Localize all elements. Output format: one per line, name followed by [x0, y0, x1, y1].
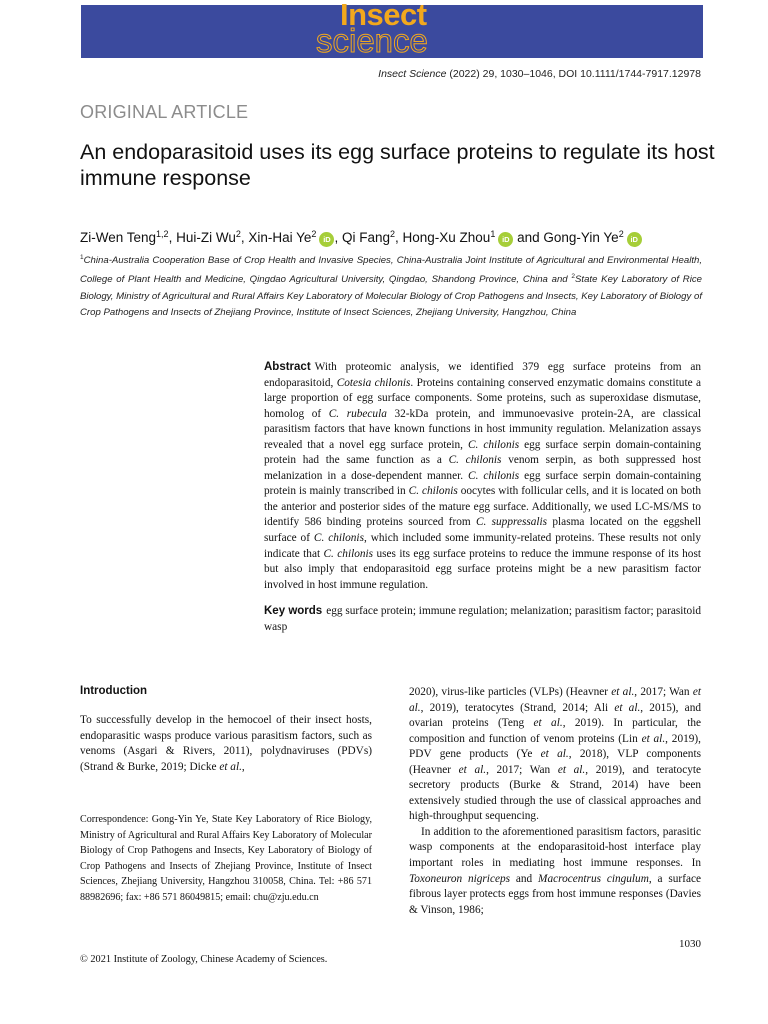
italic-term: et al. — [611, 686, 635, 698]
italic-term: et al. — [219, 760, 242, 773]
text-run: , which included some immunity-related proteins. These results not only indicate that — [264, 532, 702, 560]
italic-term: et al. — [533, 717, 563, 730]
text-run: , 2017; Wan — [634, 686, 693, 698]
author-affil-marker: 2 — [389, 229, 395, 239]
text-run: , 2019). In particular, the composition and function of venom proteins (Lin — [409, 717, 701, 745]
italic-term: C. chilonis — [468, 469, 520, 482]
affiliations — [80, 250, 702, 321]
body-column-left — [80, 685, 372, 775]
italic-term: C. rubecula — [328, 407, 387, 420]
author — [342, 230, 395, 245]
italic-term: et al. — [557, 763, 586, 776]
author-name: Qi Fang — [341, 230, 390, 245]
copyright-notice: © 2021 Institute of Zoology, Chinese Academy of Sciences. — [80, 954, 328, 965]
author-name: Gong-Yin Ye — [543, 230, 619, 245]
text-run: , 2015), and ovarian proteins (Teng — [409, 701, 701, 730]
text-run: . Proteins containing conserved enzymatic domains constitute a large proportion of egg surface components. Some proteins, such as superoxidase dismutase, homolog of — [264, 376, 701, 420]
text-run: , 2017; Wan — [486, 763, 558, 776]
citation-details: (2022) 29, 1030–1046, DOI 10.1111/1744-7917.12978 — [446, 68, 701, 80]
author — [543, 230, 641, 245]
italic-term: C. chilonis — [448, 454, 502, 467]
text-run: , a surface fibrous layer protects eggs from host immune responses (Davies & Vinson, 1986; — [409, 872, 701, 916]
citation-journal: Insect Science — [378, 68, 447, 80]
italic-term: Toxoneuron nigriceps — [409, 872, 511, 885]
journal-logo[interactable] — [316, 0, 476, 59]
text-run: , 2018), VLP components (Heavner — [409, 748, 701, 776]
article-title: An endoparasitoid uses its egg surface proteins to regulate its host immune response — [80, 140, 715, 190]
text-run: With proteomic analysis, we identified 379 egg surface proteins from an endoparasitoid, — [264, 361, 701, 389]
author — [80, 230, 169, 245]
italic-term: C. chilonis — [313, 532, 364, 545]
text-run: egg surface serpin domain-containing protein is mainly transcribed in — [264, 469, 701, 498]
abstract — [264, 360, 701, 593]
italic-term: Macrocentrus cingulum — [538, 872, 649, 885]
logo-word-top: Insect — [340, 0, 427, 32]
affil-marker-2: 2 — [571, 273, 576, 281]
text-run: , 2019), teratocytes (Strand, 2014; Ali — [420, 701, 615, 714]
text-run: plasma located on the eggshell surface of — [264, 516, 701, 545]
italic-term: C. chilonis — [468, 438, 520, 451]
text-run: 2020), virus-like particles (VLPs) (Heavner — [409, 686, 612, 698]
italic-term: Cotesia chilonis — [336, 376, 411, 389]
text-run: 32-kDa protein, and immunoevasive protein-2A, are classical parasitism factors that have known functions in host immunity regulation. Melanization assays revealed that a novel egg surface protein, — [264, 407, 701, 451]
author — [248, 230, 334, 245]
correspondence-note: Correspondence: Gong-Yin Ye, State Key Laboratory of Rice Biology, Ministry of Agricultural and Rural Affairs Key Laboratory of Molecular Biology of Crop Pathogens and Insects, Key Laboratory of Biology of Crop Pathogens and Insects of Zhejiang Province, Institute of Insect Sciences, Zhejiang University, Hangzhou 310058, China. Tel: +86 571 88982696; fax: +86 571 86049815; email: chu@zju.edu.cn — [80, 814, 372, 903]
italic-term: et al. — [641, 732, 666, 745]
italic-term: C. chilonis — [408, 485, 458, 498]
text-run: and — [510, 872, 539, 885]
text-run: egg surface serpin domain-containing protein had the same function as a — [264, 438, 701, 467]
author — [176, 230, 241, 245]
author-name: Zi-Wen Teng — [80, 230, 157, 245]
intro-paragraph-continued — [409, 685, 701, 825]
orcid-icon[interactable]: iD — [498, 232, 513, 247]
text-run: To successfully develop in the hemocoel of their insect hosts, endoparasitic wasps produce various parasitism factors, such as venoms (Asgari & Rivers, 2011), polydnaviruses (PDVs) (Strand & Burke, 2019; Dicke — [80, 714, 372, 773]
abstract-label: Abstract — [264, 361, 311, 373]
author-separator: , — [334, 230, 342, 245]
text-run: oocytes with follicular cells, and it is located on both the anterior and posterior sides of the mature egg surface. Additionally, we used LC-MS/MS to identify 586 binding proteins sourced from — [264, 485, 701, 529]
italic-term: et al. — [540, 748, 569, 761]
author-affil-marker: 2 — [618, 229, 624, 239]
keywords — [264, 604, 701, 635]
intro-paragraph-2 — [409, 825, 701, 918]
affil-marker-1: 1 — [80, 254, 84, 261]
author-separator: , — [168, 230, 177, 245]
orcid-icon[interactable]: iD — [319, 232, 334, 247]
author-affil-marker: 2 — [235, 229, 241, 239]
text-run: , 2019), and teratocyte secretory products (Burke & Strand, 2014) have been extensively studied through the use of classical approaches and high-throughput sequencing. — [409, 763, 702, 823]
citation-line — [378, 68, 701, 80]
italic-term: et al. — [458, 763, 487, 776]
author-name: Hui-Zi Wu — [176, 230, 236, 245]
author-name: Xin-Hai Ye — [248, 230, 312, 245]
affil-2: State Key Laboratory of Rice Biology, Ministry of Agricultural and Rural Affairs Key Laboratory of Molecular Biology of Crop Pathogens and Insects, Key Laboratory of Biology of Crop Pathogens and Insects of Zhejiang Province, Institute of Insect Sciences, Zhejiang University, Hangzhou, China — [80, 274, 702, 318]
affil-1: China-Australia Cooperation Base of Crop Health and Invasive Species, China-Australia Joint Institute of Agricultural and Environmental Health, College of Plant Health and Medicine, Qingdao Agricultural University, Qingdao, Shandong Province, China and — [80, 255, 702, 286]
abstract-text — [264, 361, 701, 591]
page-number: 1030 — [679, 938, 701, 950]
author-separator: , — [240, 230, 249, 245]
text-run: , — [241, 760, 245, 773]
italic-term: C. chilonis — [323, 547, 374, 560]
author — [403, 230, 514, 245]
text-run: In addition to the aforementioned parasitism factors, parasitic wasp components at the endoparasitoid-host interface play important roles in mediating host immune responses. In — [409, 825, 701, 870]
intro-paragraph-1 — [80, 713, 372, 775]
intro-heading: Introduction — [80, 685, 148, 697]
orcid-icon[interactable]: iD — [627, 232, 642, 247]
keywords-text: egg surface protein; immune regulation; melanization; parasitism factor; parasitoid wasp — [264, 605, 701, 633]
author-and: and — [513, 230, 544, 245]
author-affil-marker: 2 — [311, 229, 317, 239]
text-run: venom serpin, as both suppressed host melanization in a dose-dependent manner. — [264, 454, 701, 482]
author-affil-marker: 1,2 — [156, 229, 169, 239]
author-affil-marker: 1 — [490, 229, 496, 239]
body-column-right — [409, 685, 701, 918]
italic-term: et al. — [409, 686, 701, 714]
text-run: uses its egg surface proteins to reduce the immune response of its host but also imply that endoparasitoid egg surface proteins might be a new parasitism factor involved in host immune regulation. — [264, 547, 701, 591]
author-name: Hong-Xu Zhou — [402, 230, 491, 245]
section-label: ORIGINAL ARTICLE — [80, 102, 249, 122]
author-separator: , — [395, 230, 403, 245]
author-list — [80, 229, 720, 247]
logo-word-bottom: science — [316, 22, 428, 59]
italic-term: C. suppressalis — [475, 516, 548, 529]
keywords-label: Key words — [264, 605, 323, 617]
text-run: , 2019), PDV gene products (Ye — [409, 732, 701, 761]
italic-term: et al. — [614, 701, 641, 714]
